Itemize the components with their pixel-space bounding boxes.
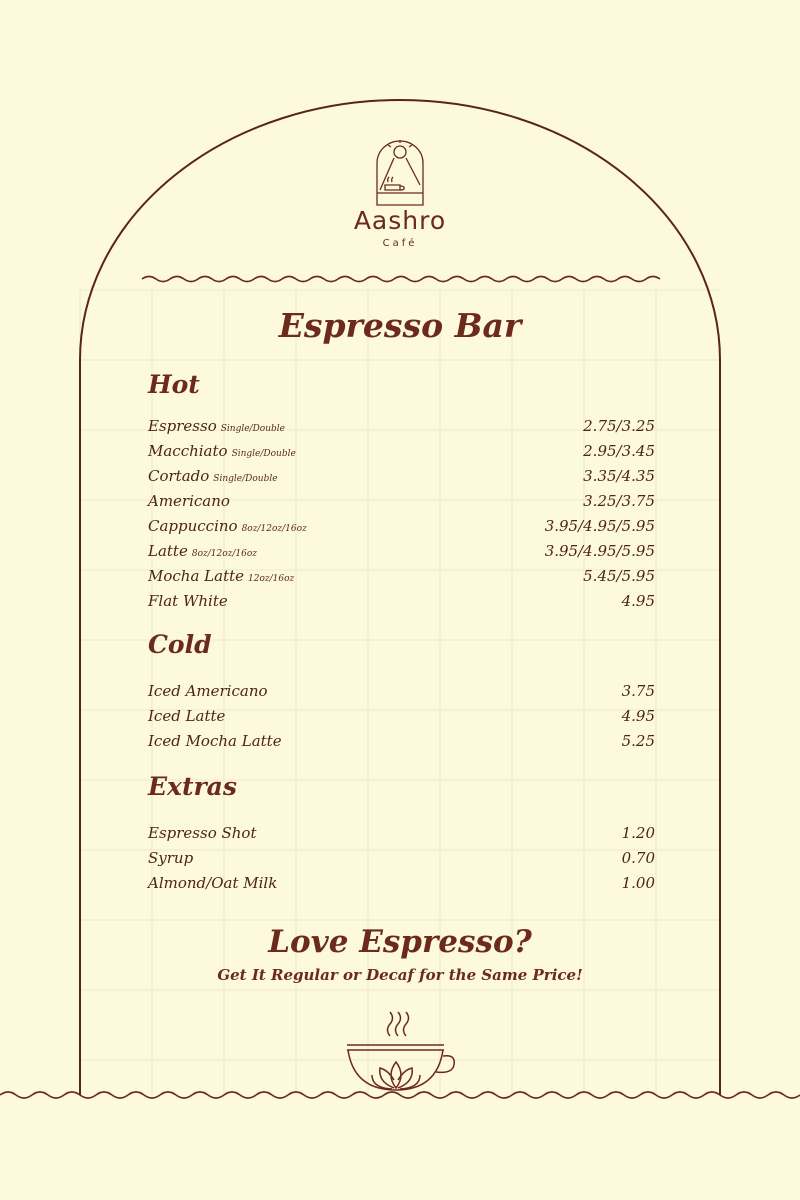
- menu-item: [148, 682, 655, 704]
- item-size: 8oz/12oz/16oz: [241, 524, 307, 534]
- item-price: 5.45/5.95: [583, 567, 655, 585]
- item-price: 2.75/3.25: [583, 417, 655, 435]
- item-price: 3.95/4.95/5.95: [544, 517, 655, 535]
- item-name: Espresso Shot: [148, 824, 257, 842]
- item-name: Almond/Oat Milk: [148, 874, 278, 892]
- item-name: Latte: [148, 542, 188, 560]
- section-title-hot: Hot: [148, 370, 200, 399]
- menu-item: [148, 592, 655, 614]
- item-price: 2.95/3.45: [583, 442, 655, 460]
- item-name-wrap: [148, 567, 294, 585]
- item-name-wrap: [148, 592, 232, 610]
- section-title-extras: Extras: [148, 772, 237, 801]
- window-sun-cup-icon: [377, 140, 423, 205]
- item-name: Macchiato: [148, 442, 228, 460]
- item-price: 1.00: [621, 874, 655, 892]
- item-name: Espresso: [148, 417, 217, 435]
- promo-title: Love Espresso?: [268, 924, 532, 960]
- item-name-wrap: [148, 492, 234, 510]
- item-name-wrap: [148, 442, 296, 460]
- menu-item: [148, 732, 655, 754]
- menu-item: [148, 417, 655, 439]
- item-name: Iced Latte: [148, 707, 226, 725]
- item-name: Iced Mocha Latte: [148, 732, 282, 750]
- item-name: Mocha Latte: [148, 567, 244, 585]
- wave-divider-bottom: [0, 1092, 800, 1098]
- item-name-wrap: [148, 517, 307, 535]
- item-size: 8oz/12oz/16oz: [191, 549, 258, 559]
- menu-item: [148, 824, 655, 846]
- item-size: Single/Double: [231, 449, 296, 459]
- section-title-cold: Cold: [148, 630, 212, 659]
- item-name: Syrup: [148, 849, 194, 867]
- item-price: 0.70: [621, 849, 655, 867]
- item-name: Flat White: [148, 592, 228, 610]
- item-price: 4.95: [621, 707, 655, 725]
- menu-item: [148, 849, 655, 871]
- item-name: Cortado: [148, 467, 210, 485]
- menu-item: [148, 517, 655, 539]
- brand-subtitle: Café: [382, 238, 418, 249]
- menu-item: [148, 707, 655, 729]
- wave-divider-top: [142, 277, 660, 282]
- menu-item: [148, 467, 655, 489]
- steaming-cup-icon: [347, 1012, 454, 1090]
- item-price: 3.35/4.35: [583, 467, 655, 485]
- brand-name: Aashro: [353, 206, 447, 235]
- item-name-wrap: [148, 542, 257, 560]
- item-name-wrap: [148, 467, 278, 485]
- item-name: Americano: [148, 492, 230, 510]
- item-price: 3.25/3.75: [583, 492, 655, 510]
- menu-item: [148, 542, 655, 564]
- menu-item: [148, 442, 655, 464]
- item-price: 1.20: [621, 824, 655, 842]
- menu-item: [148, 874, 655, 896]
- item-price: 4.95: [621, 592, 655, 610]
- item-size: 12oz/16oz: [248, 574, 295, 584]
- promo-subtitle: Get It Regular or Decaf for the Same Price!: [217, 966, 583, 984]
- item-name: Iced Americano: [148, 682, 268, 700]
- item-price: 3.95/4.95/5.95: [544, 542, 655, 560]
- menu-title: Espresso Bar: [278, 306, 522, 345]
- item-name-wrap: [148, 417, 285, 435]
- menu-item: [148, 492, 655, 514]
- item-name: Cappuccino: [148, 517, 238, 535]
- item-size: Single/Double: [220, 424, 285, 434]
- menu-item: [148, 567, 655, 589]
- item-size: Single/Double: [213, 474, 278, 484]
- item-price: 5.25: [621, 732, 655, 750]
- item-price: 3.75: [621, 682, 655, 700]
